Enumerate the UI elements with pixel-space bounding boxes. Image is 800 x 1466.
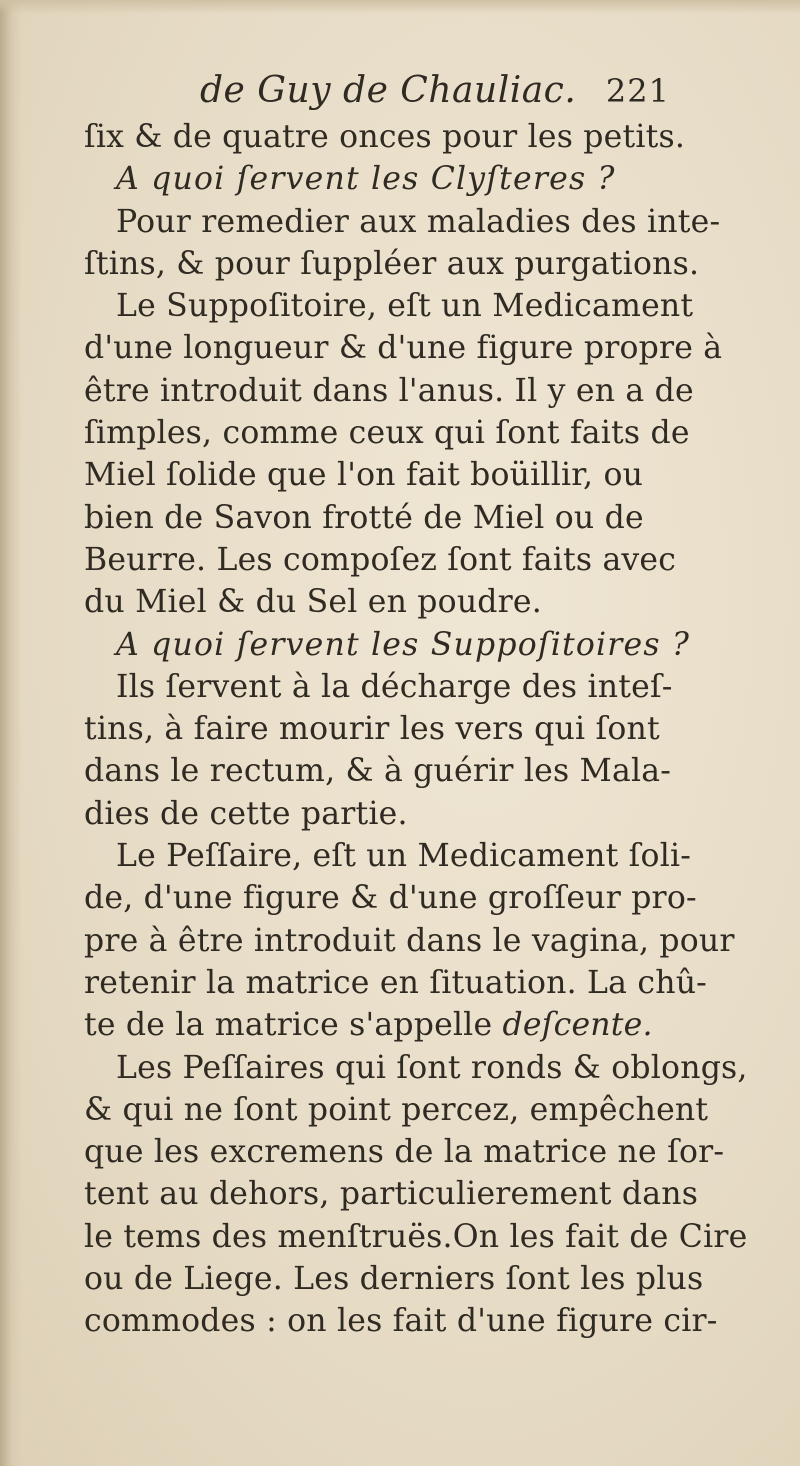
text-line: être introduit dans l'anus. Il y en a de: [84, 372, 694, 409]
text-line: retenir la matrice en ſituation. La chû-: [84, 964, 708, 1001]
text-line: Ils ſervent à la décharge des inteſ-: [116, 668, 673, 705]
text-line: dies de cette partie.: [84, 795, 408, 832]
text-line: de, d'une figure & d'une groſſeur pro-: [84, 880, 697, 917]
text-line: tent au dehors, particulierement dans: [84, 1176, 699, 1213]
text-line: d'une longueur & d'une figure propre à: [84, 330, 723, 367]
text-fragment: te de la matrice s'appelle: [84, 1007, 493, 1044]
page-number: 221: [605, 72, 670, 110]
italic-term: deſcente.: [502, 1007, 653, 1044]
text-line: ſimples, comme ceux qui ſont faits de: [84, 415, 690, 452]
text-line: commodes : on les fait d'une figure cir-: [84, 1303, 718, 1340]
text-line: Le Peſſaire, eſt un Medicament ſoli-: [116, 838, 692, 875]
text-line-with-italic: [84, 1004, 724, 1046]
text-line: Miel ſolide que l'on fait boüillir, ou: [84, 457, 644, 494]
running-head: de Guy de Chauliac.: [200, 70, 577, 111]
text-line: pre à être introduit dans le vagina, pour: [84, 922, 735, 959]
text-line: Beurre. Les compoſez ſont faits avec: [84, 541, 677, 578]
text-line: du Miel & du Sel en poudre.: [84, 584, 542, 621]
text-line: Les Peſſaires qui ſont ronds & oblongs,: [116, 1049, 748, 1086]
text-line: Pour remedier aux maladies des inte-: [116, 203, 721, 240]
text-line: que les excremens de la matrice ne ſor-: [84, 1134, 725, 1171]
text-line: tins, à faire mourir les vers qui ſont: [84, 711, 660, 748]
page-top-shadow: [0, 0, 800, 14]
text-line: le tems des menſtruës.On les fait de Cire: [84, 1218, 748, 1255]
text-line: bien de Savon frotté de Miel ou de: [84, 499, 644, 536]
text-line: ſtins, & pour ſuppléer aux purgations.: [84, 245, 700, 282]
text-line: ſix & de quatre onces pour les petits.: [84, 119, 686, 155]
page-binding-shadow: [0, 0, 22, 1466]
page-header: [200, 70, 670, 120]
question-heading: A quoi ſervent les Clyſteres ?: [116, 161, 616, 198]
question-heading: A quoi ſervent les Suppoſitoires ?: [116, 626, 691, 663]
text-line: ou de Liege. Les derniers ſont les plus: [84, 1261, 704, 1298]
text-line: Le Suppoſitoire, eſt un Medicament: [116, 288, 694, 325]
text-line: & qui ne ſont point percez, empêchent: [84, 1091, 709, 1128]
body-text: [84, 116, 748, 1343]
text-line: dans le rectum, & à guérir les Mala-: [84, 753, 672, 790]
